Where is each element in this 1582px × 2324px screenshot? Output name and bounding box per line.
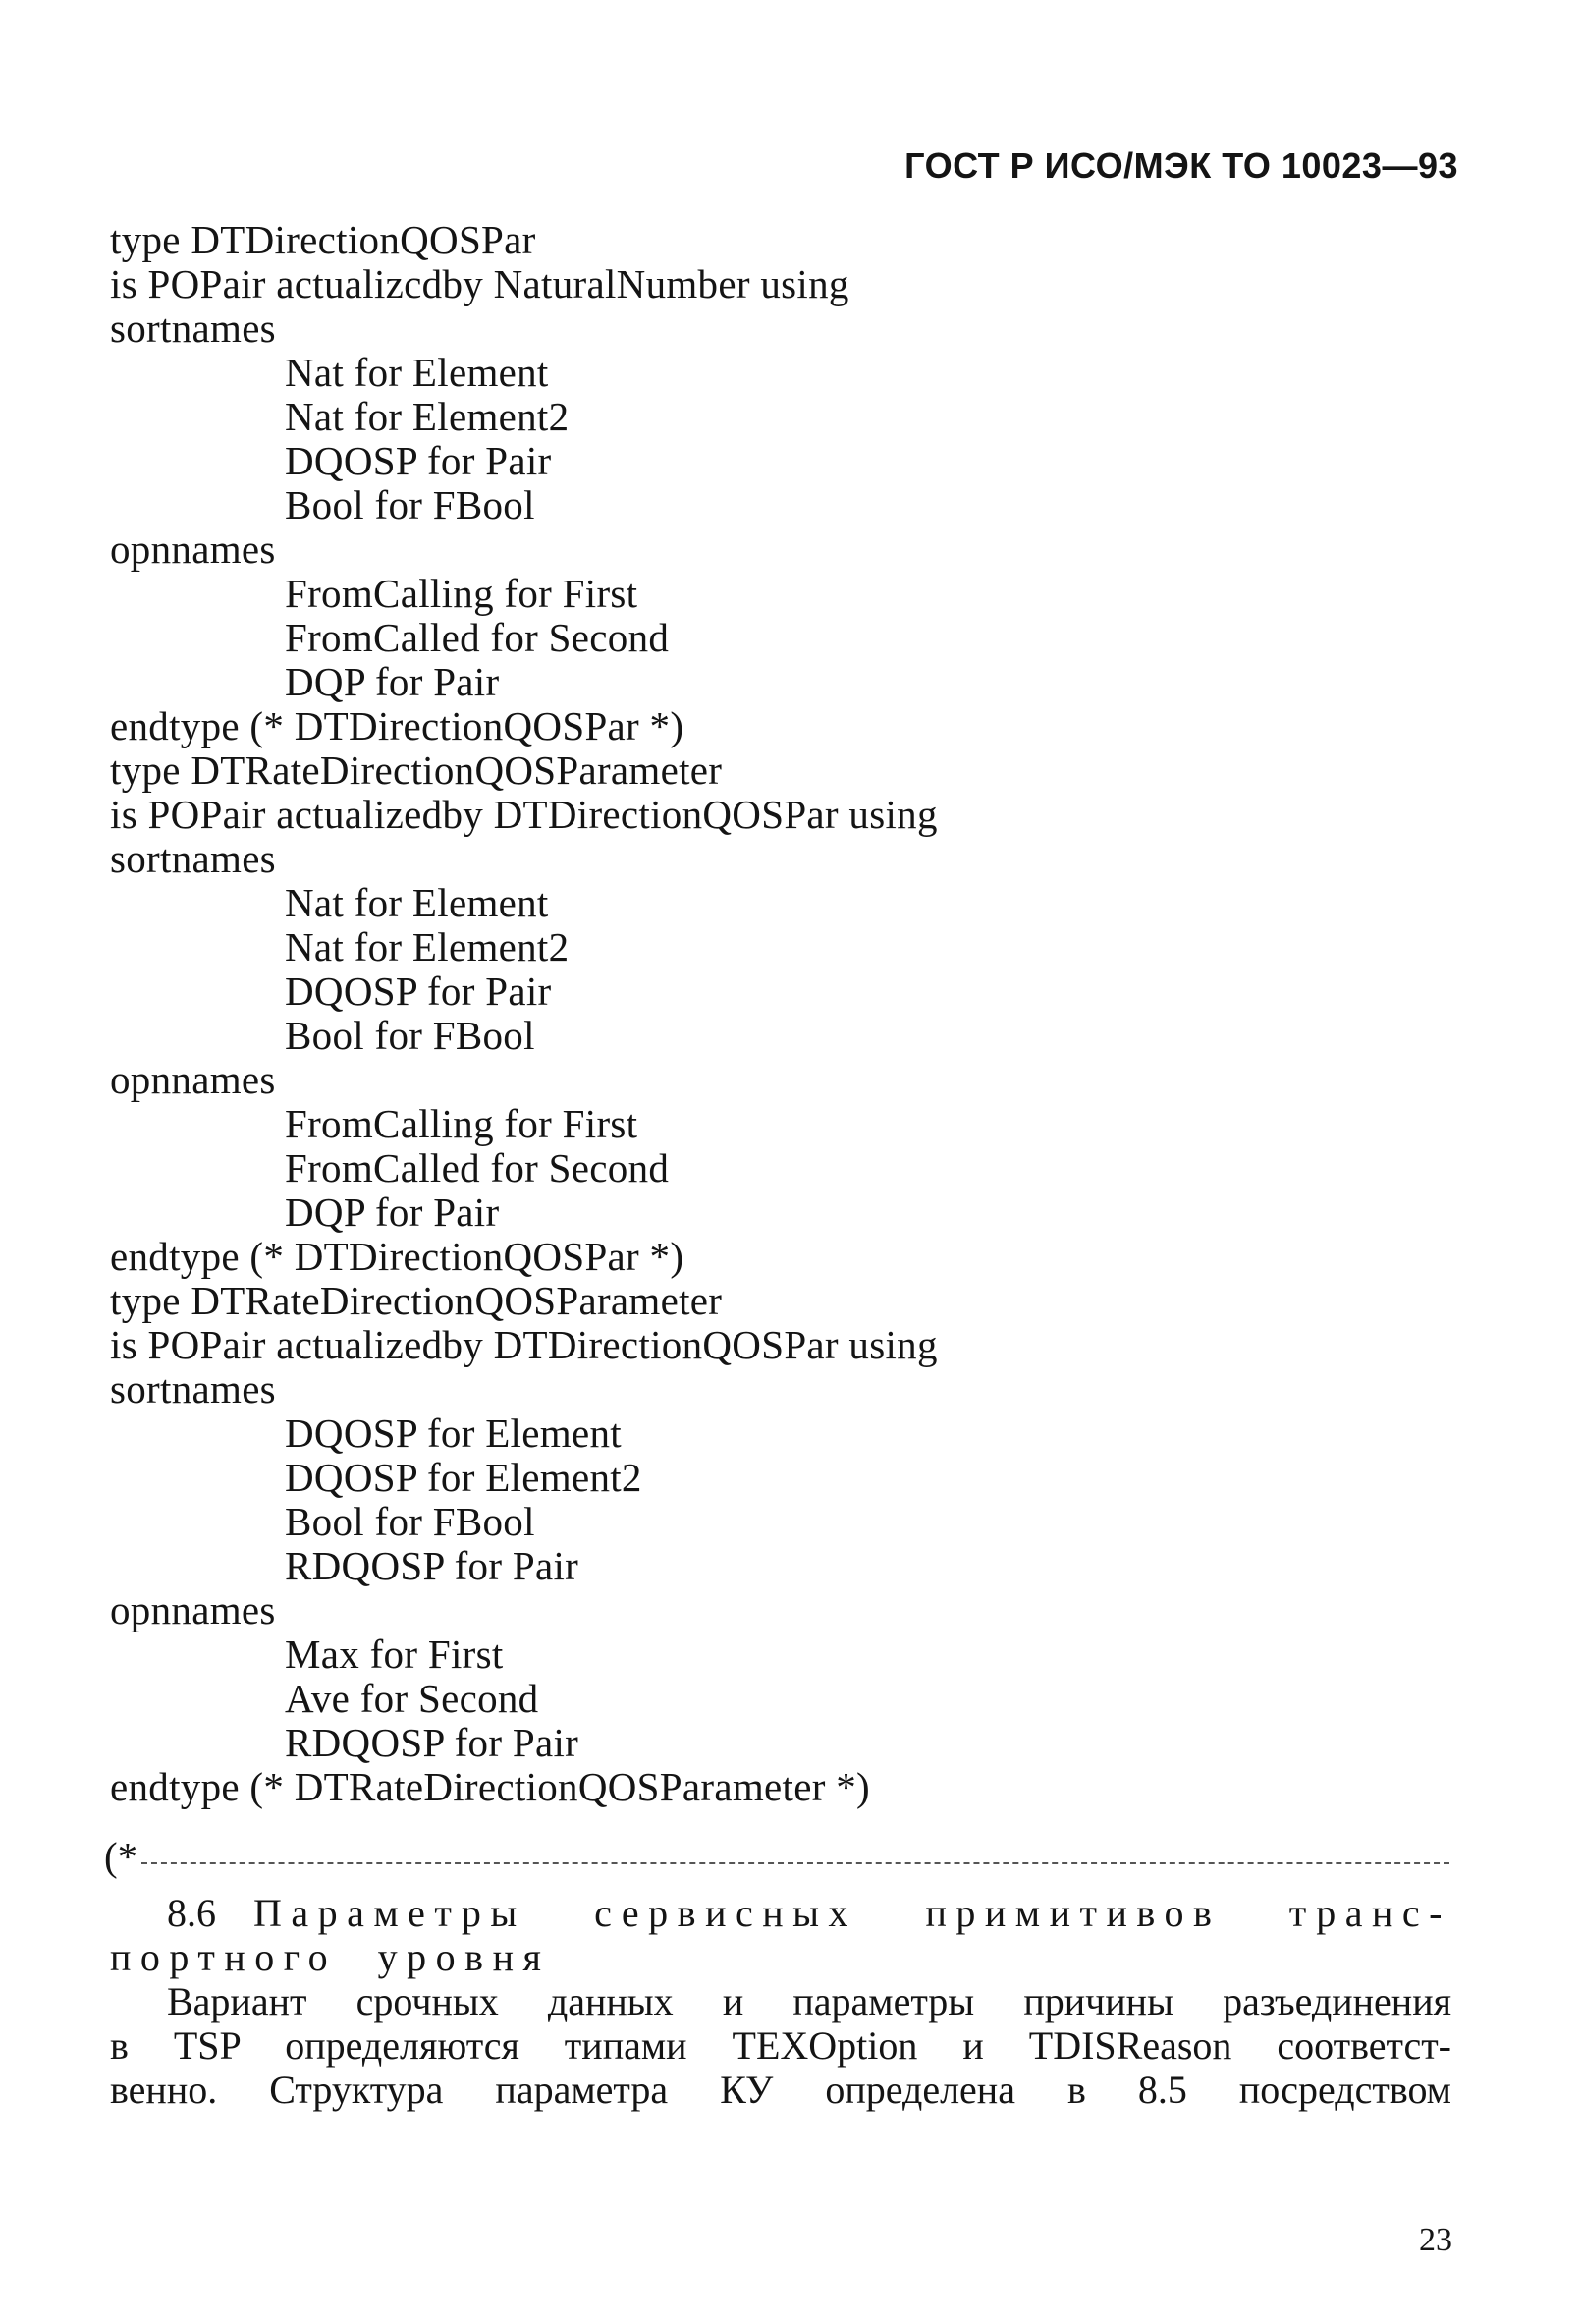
code-line: type DTDirectionQOSPar (110, 217, 536, 262)
section-body (110, 1891, 1451, 2112)
code-line: sortnames (110, 836, 276, 881)
comment-open-mark: (* (104, 1834, 138, 1879)
code-line: is POPair actualizedby DTDirectionQOSPar using (110, 792, 938, 837)
code-line: FromCalled for Second (285, 615, 670, 660)
code-line: sortnames (110, 1366, 276, 1411)
code-line: DQOSP for Element2 (285, 1455, 642, 1500)
code-line: RDQOSP for Pair (285, 1720, 579, 1765)
code-line: opnnames (110, 1057, 276, 1102)
dashed-line (141, 1862, 1449, 1864)
code-line: DQP for Pair (285, 659, 500, 704)
code-line: RDQOSP for Pair (285, 1543, 579, 1588)
page-number: 23 (1419, 2222, 1452, 2258)
section-title-part-2: портного уровня (110, 1935, 551, 1979)
code-line: opnnames (110, 1587, 276, 1632)
code-line: Max for First (285, 1632, 504, 1677)
code-line: Nat for Element2 (285, 394, 570, 439)
code-line: is POPair actualizcdby NaturalNumber using (110, 261, 849, 306)
code-line: type DTRateDirectionQOSParameter (110, 747, 723, 793)
paragraph-line-3: венно. Структура параметра КУ определена в 8.5 посредством (110, 2068, 1451, 2112)
page-header-standard-title: ГОСТ Р ИСО/МЭК ТО 10023—93 (904, 145, 1458, 186)
paragraph-line-1: Вариант срочных данных и параметры причины разъединения (167, 1979, 1451, 2023)
code-line: endtype (* DTDirectionQOSPar *) (110, 703, 684, 748)
lotos-code-block (110, 218, 938, 1809)
section-number: 8.6 (167, 1891, 216, 1935)
paragraph (110, 1979, 1451, 2112)
code-line: Ave for Second (285, 1676, 539, 1721)
section-heading (110, 1891, 1451, 1979)
code-line: Bool for FBool (285, 482, 535, 527)
code-line: Bool for FBool (285, 1499, 535, 1544)
code-line: Nat for Element (285, 350, 549, 395)
code-line: Bool for FBool (285, 1013, 535, 1058)
section-title-part-1: Параметры сервисных примитивов транс- (252, 1891, 1451, 1935)
code-line: endtype (* DTDirectionQOSPar *) (110, 1234, 684, 1279)
code-line: FromCalling for First (285, 1101, 638, 1146)
code-line: FromCalled for Second (285, 1145, 670, 1190)
code-line: DQOSP for Pair (285, 438, 552, 483)
code-line: sortnames (110, 305, 276, 351)
code-line: FromCalling for First (285, 571, 638, 616)
code-line: is POPair actualizedby DTDirectionQOSPar using (110, 1322, 938, 1367)
code-line: opnnames (110, 526, 276, 572)
code-line: DQOSP for Pair (285, 968, 552, 1014)
code-line: type DTRateDirectionQOSParameter (110, 1278, 723, 1323)
code-line: endtype (* DTRateDirectionQOSParameter *) (110, 1764, 870, 1809)
code-line: DQOSP for Element (285, 1411, 622, 1456)
paragraph-line-2: в TSP определяются типами TEXOption и TDISReason соответст- (110, 2023, 1451, 2068)
code-line: DQP for Pair (285, 1190, 500, 1235)
code-line: Nat for Element2 (285, 924, 570, 969)
section-heading-line-1 (110, 1891, 1451, 1935)
comment-separator-rule (104, 1835, 1449, 1878)
code-line: Nat for Element (285, 880, 549, 925)
